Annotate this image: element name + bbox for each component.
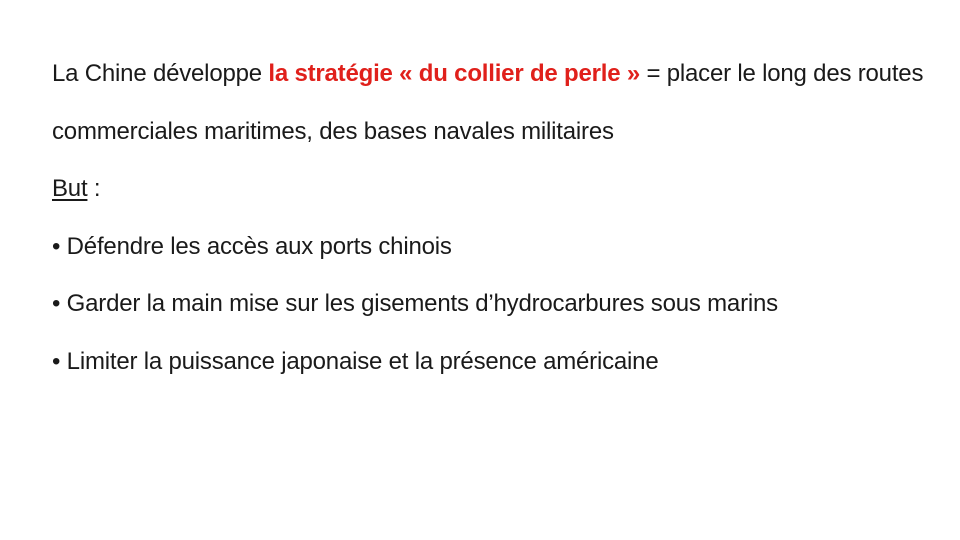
intro-text-after: = placer le long des routes commerciales maritimes, des bases navales militaires xyxy=(52,60,924,145)
bullet-item-2: • Garder la main mise sur les gisements d’hydrocarbures sous marins xyxy=(52,290,778,317)
intro-paragraph xyxy=(52,45,932,160)
intro-text-before: La Chine développe xyxy=(52,60,269,87)
goal-heading xyxy=(52,160,932,218)
goal-suffix: : xyxy=(87,175,101,202)
bullet-item-1: • Défendre les accès aux ports chinois xyxy=(52,232,452,260)
slide-body xyxy=(52,45,932,390)
goal-label: But xyxy=(52,175,88,202)
bullet-item-3: • Limiter la puissance japonaise et la présence américaine xyxy=(52,347,659,375)
strategy-highlight: la stratégie « du collier de perle » xyxy=(268,60,640,87)
